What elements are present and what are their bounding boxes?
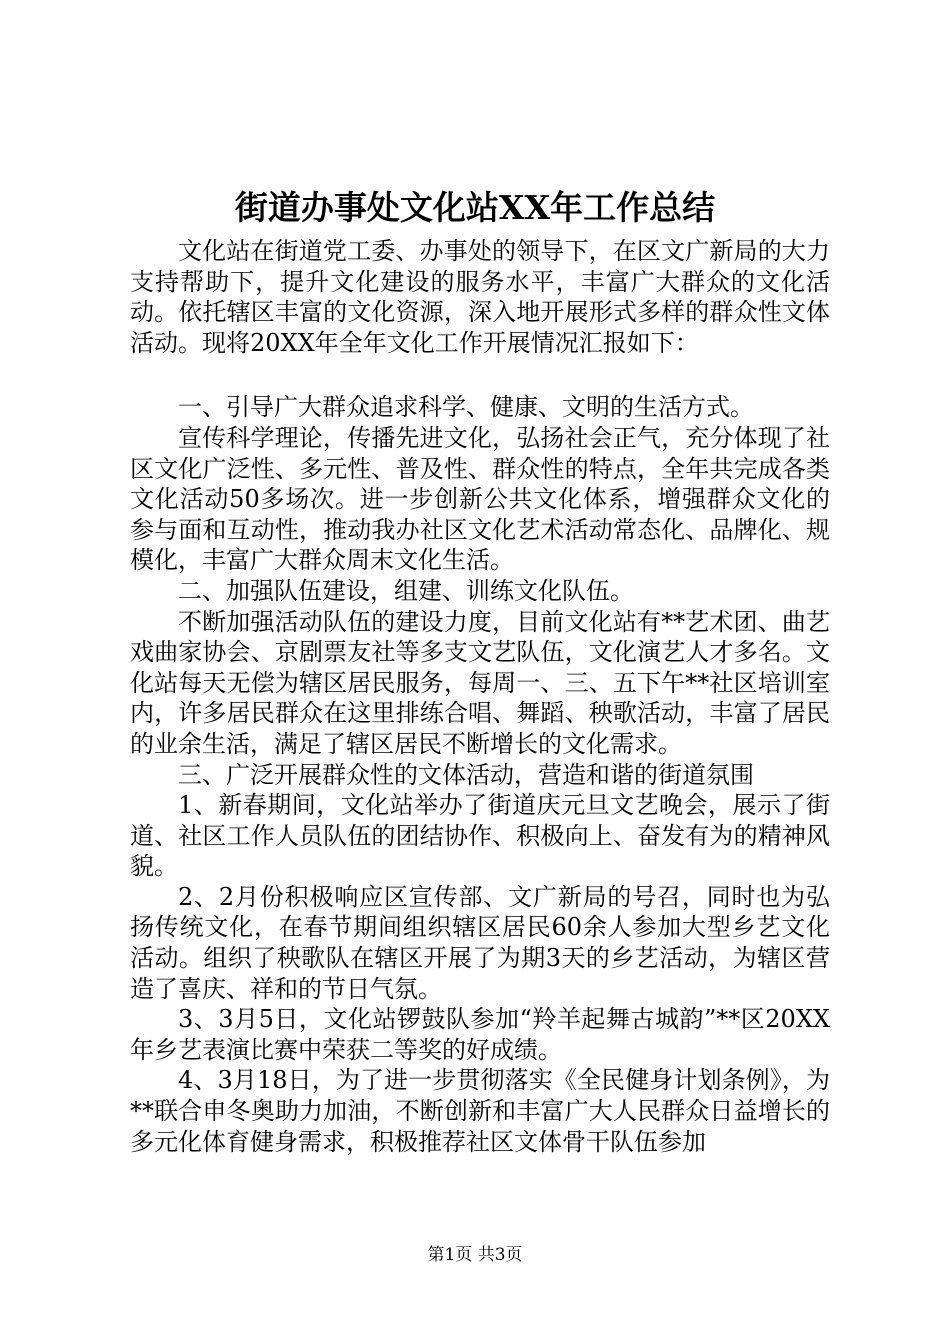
list-item-2: 2、2月份积极响应区宣传部、文广新局的号召，同时也为弘扬传统文化，在春节期间组织辖区居民60余人参加大型乡艺文化活动。组织了秧歌队在辖区开展了为期3天的乡艺活动，为辖区营造了喜庆、祥和的节日气氛。 (130, 882, 830, 1003)
section-1-paragraph: 宣传科学理论，传播先进文化，弘扬社会正气，充分体现了社区文化广泛性、多元性、普及性、群众性的特点，全年共完成各类文化活动50多场次。进一步创新公共文化体系，增强群众文化的参与面和互动性，推动我办社区文化艺术活动常态化、品牌化、规模化，丰富广大群众周末文化生活。 (130, 423, 830, 575)
section-heading-3: 三、广泛开展群众性的文体活动，营造和谐的街道氛围 (178, 760, 754, 789)
section-heading-2: 二、加强队伍建设，组建、训练文化队伍。 (178, 576, 634, 605)
section-heading-1: 一、引导广大群众追求科学、健康、文明的生活方式。 (178, 393, 754, 422)
list-item-4: 4、3月18日，为了进一步贯彻落实《全民健身计划条例》，为**联合申冬奥助力加油，不断创新和丰富广大人民群众日益增长的多元化体育健身需求，积极推荐社区文体骨干队伍参加 (130, 1066, 830, 1156)
section-2-paragraph: 不断加强活动队伍的建设力度，目前文化站有**艺术团、曲艺戏曲家协会、京剧票友社等多支文艺队伍，文化演艺人才多名。文化站每天无偿为辖区居民服务，每周一、三、五下午**社区培训室内，许多居民群众在这里排练合唱、舞蹈、秧歌活动，丰富了居民的业余生活，满足了辖区居民不断增长的文化需求。 (130, 607, 830, 758)
document-title: 街道办事处文化站XX年工作总结 (234, 188, 716, 227)
document-body (130, 236, 830, 1157)
intro-paragraph: 文化站在街道党工委、办事处的领导下，在区文广新局的大力支持帮助下，提升文化建设的服务水平，丰富广大群众的文化活动。依托辖区丰富的文化资源，深入地开展形式多样的群众性文体活动。现将20XX年全年文化工作开展情况汇报如下： (130, 237, 830, 357)
list-item-3: 3、3月5日，文化站锣鼓队参加“羚羊起舞古城韵”**区20XX年乡艺表演比赛中荣获二等奖的好成绩。 (130, 1005, 830, 1064)
list-item-1: 1、新春期间，文化站举办了街道庆元旦文艺晚会，展示了街道、社区工作人员队伍的团结协作、积极向上、奋发有为的精神风貌。 (130, 791, 830, 881)
page-number-footer: 第1页 共3页 (427, 1245, 523, 1265)
